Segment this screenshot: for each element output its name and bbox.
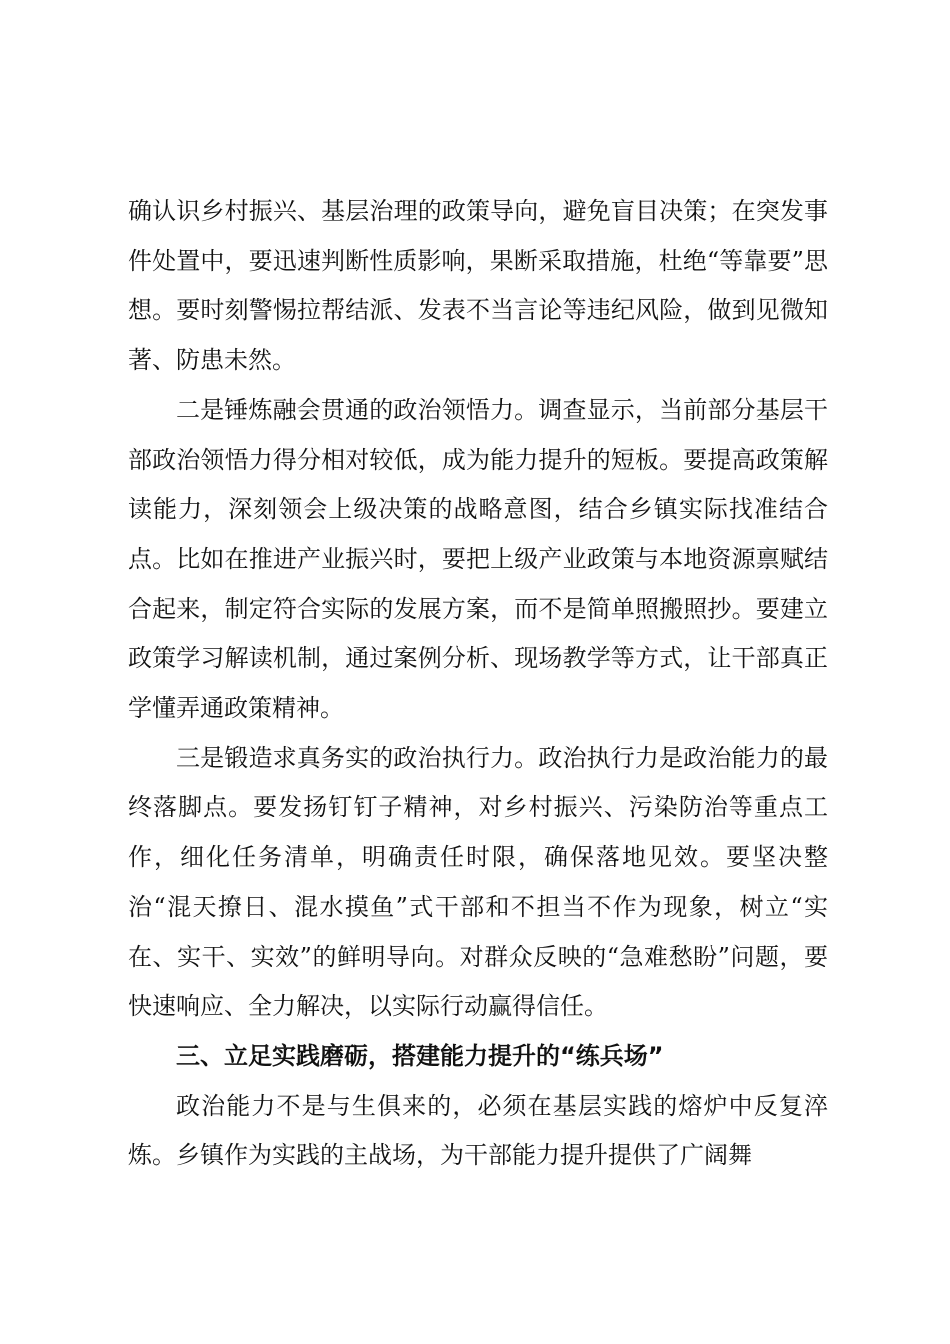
paragraph-practice: 政治能力不是与生俱来的，必须在基层实践的熔炉中反复淬炼。乡镇作为实践的主战场，为干部能力提升提供了广阔舞 [128,1091,828,1170]
document-body [128,187,828,1181]
paragraph-continuation: 确认识乡村振兴、基层治理的政策导向，避免盲目决策；在突发事件处置中，要迅速判断性质影响，果断采取措施，杜绝“等靠要”思想。要时刻警惕拉帮结派、发表不当言论等违纪风险，做到见微知著、防患未然。 [128,197,828,375]
section-heading: 三、立足实践磨砺，搭建能力提升的“练兵场” [176,1041,664,1070]
paragraph-political-execution: 三是锻造求真务实的政治执行力。政治执行力是政治能力的最终落脚点。要发扬钉钉子精神，对乡村振兴、污染防治等重点工作，细化任务清单，明确责任时限，确保落地见效。要坚决整治“混天撩日、混水摸鱼”式干部和不担当不作为现象，树立“实在、实干、实效”的鲜明导向。对群众反映的“急难愁盼”问题，要快速响应、全力解决，以实际行动赢得信任。 [128,743,828,1021]
paragraph-political-comprehension: 二是锤炼融会贯通的政治领悟力。调查显示，当前部分基层干部政治领悟力得分相对较低，成为能力提升的短板。要提高政策解读能力，深刻领会上级决策的战略意图，结合乡镇实际找准结合点。比如在推进产业振兴时，要把上级产业政策与本地资源禀赋结合起来，制定符合实际的发展方案，而不是简单照搬照抄。要建立政策学习解读机制，通过案例分析、现场教学等方式，让干部真正学懂弄通政策精神。 [128,395,828,723]
